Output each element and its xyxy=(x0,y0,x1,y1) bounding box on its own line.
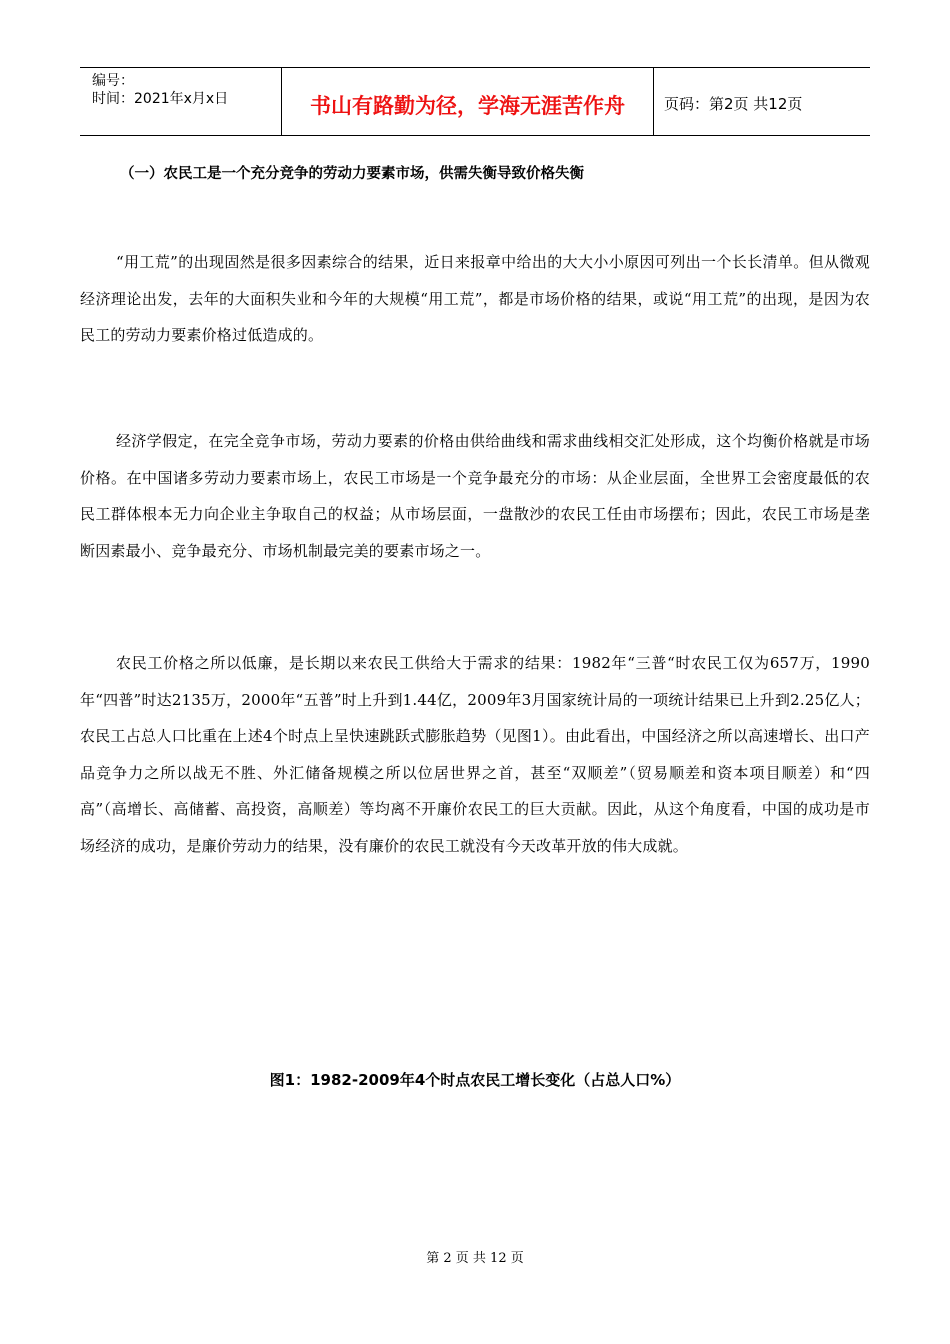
document-number-label: 编号： xyxy=(92,73,134,89)
paragraph-3: 农民工价格之所以低廉，是长期以来农民工供给大于需求的结果：1982年“三普“时农民工仅为657万，1990年“四普”时达2135万，2000年“五普”时上升到1.44亿，2009年3月国家统计局的一项统计结果已上升到2.25亿人；农民工占总人口比重在上述4个时点上呈快速跳跃式膨胀趋势（见图1）。由此看出，中国经济之所以高速增长、出口产品竞争力之所以战无不胜、外汇储备规模之所以位居世界之首，甚至“双顺差”（贸易顺差和资本项目顺差）和“四高”（高增长、高储蓄、高投资，高顺差）等均离不开廉价农民工的巨大贡献。因此，从这个角度看，中国的成功是市场经济的成功，是廉价劳动力的结果，没有廉价的农民工就没有今天改革开放的伟大成就。 xyxy=(80,654,870,855)
header-page-info: 页码：第2页 共12页 xyxy=(664,95,803,113)
paragraph-2: 经济学假定，在完全竞争市场，劳动力要素的价格由供给曲线和需求曲线相交汇处形成，这个均衡价格就是市场价格。在中国诸多劳动力要素市场上，农民工市场是一个竞争最充分的市场：从企业层面，全世界工会密度最低的农民工群体根本无力向企业主争取自己的权益；从市场层面，一盘散沙的农民工任由市场摆布；因此，农民工市场是垄断因素最小、竞争最充分、市场机制最完美的要素市场之一。 xyxy=(80,432,870,560)
document-header xyxy=(80,67,870,136)
page-footer: 第 2 页 共 12 页 xyxy=(426,1251,524,1266)
header-meta-cell xyxy=(80,68,282,135)
document-date-label: 时间：2021年x月x日 xyxy=(92,91,229,107)
paragraph-1: “用工荒”的出现固然是很多因素综合的结果，近日来报章中给出的大大小小原因可列出一个长长清单。但从微观经济理论出发，去年的大面积失业和今年的大规模“用工荒”，都是市场价格的结果，或说“用工荒”的出现，是因为农民工的劳动力要素价格过低造成的。 xyxy=(80,253,870,344)
figure-caption: 图1：1982-2009年4个时点农民工增长变化（占总人口%） xyxy=(269,1071,681,1089)
section-title: （一）农民工是一个充分竞争的劳动力要素市场，供需失衡导致价格失衡 xyxy=(120,166,584,182)
header-motto: 书山有路勤为径，学海无涯苦作舟 xyxy=(282,68,654,135)
